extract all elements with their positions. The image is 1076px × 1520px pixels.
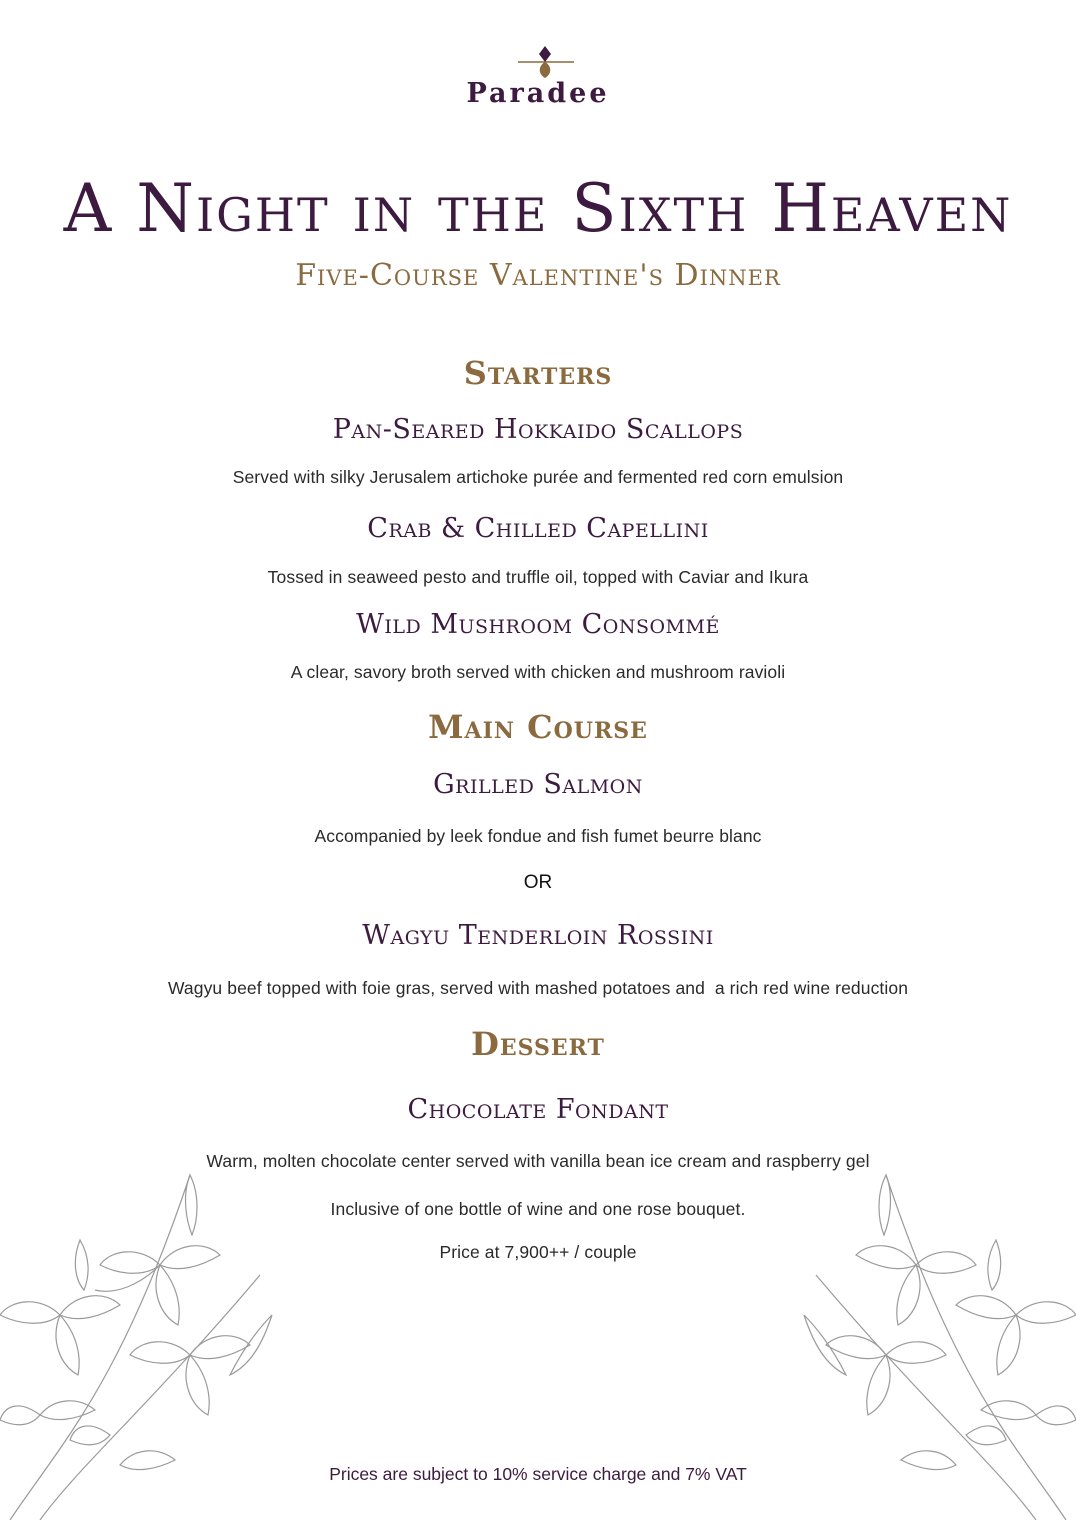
dish-name-salmon: Grilled Salmon	[433, 769, 643, 800]
section-heading-main-course: Main Course	[428, 708, 648, 746]
dish-desc-consomme: A clear, savory broth served with chicken and mushroom ravioli	[290, 662, 786, 682]
dish-desc-scallops: Served with silky Jerusalem artichoke purée and fermented red corn emulsion	[232, 467, 844, 487]
dish-desc-wagyu: Wagyu beef topped with foie gras, served with mashed potatoes and a rich red wine reduction	[167, 978, 909, 998]
footer-note: Prices are subject to 10% service charge and 7% VAT	[329, 1464, 747, 1484]
section-heading-starters: Starters	[463, 354, 613, 392]
dish-name-scallops: Pan-Seared Hokkaido Scallops	[332, 414, 744, 445]
dish-desc-capellini: Tossed in seaweed pesto and truffle oil, topped with Caviar and Ikura	[267, 567, 809, 587]
section-heading-dessert: Dessert	[471, 1025, 605, 1063]
dish-name-chocolate-fondant: Chocolate Fondant	[407, 1094, 669, 1125]
dish-desc-salmon: Accompanied by leek fondue and fish fumet beurre blanc	[314, 826, 762, 846]
price-text: Price at 7,900++ / couple	[439, 1242, 637, 1262]
inclusion-note: Inclusive of one bottle of wine and one rose bouquet.	[330, 1199, 746, 1219]
page-title: A Night in the Sixth Heaven	[63, 170, 1013, 247]
brand-name: Paradee	[466, 78, 610, 109]
or-divider: OR	[523, 872, 553, 893]
dish-name-capellini: Crab & Chilled Capellini	[367, 513, 709, 544]
dish-name-consomme: Wild Mushroom Consommé	[356, 609, 720, 640]
dish-name-wagyu: Wagyu Tenderloin Rossini	[362, 920, 714, 951]
page-subtitle: Five-Course Valentine's Dinner	[295, 258, 781, 293]
dish-desc-chocolate-fondant: Warm, molten chocolate center served with vanilla bean ice cream and raspberry gel	[206, 1151, 870, 1171]
